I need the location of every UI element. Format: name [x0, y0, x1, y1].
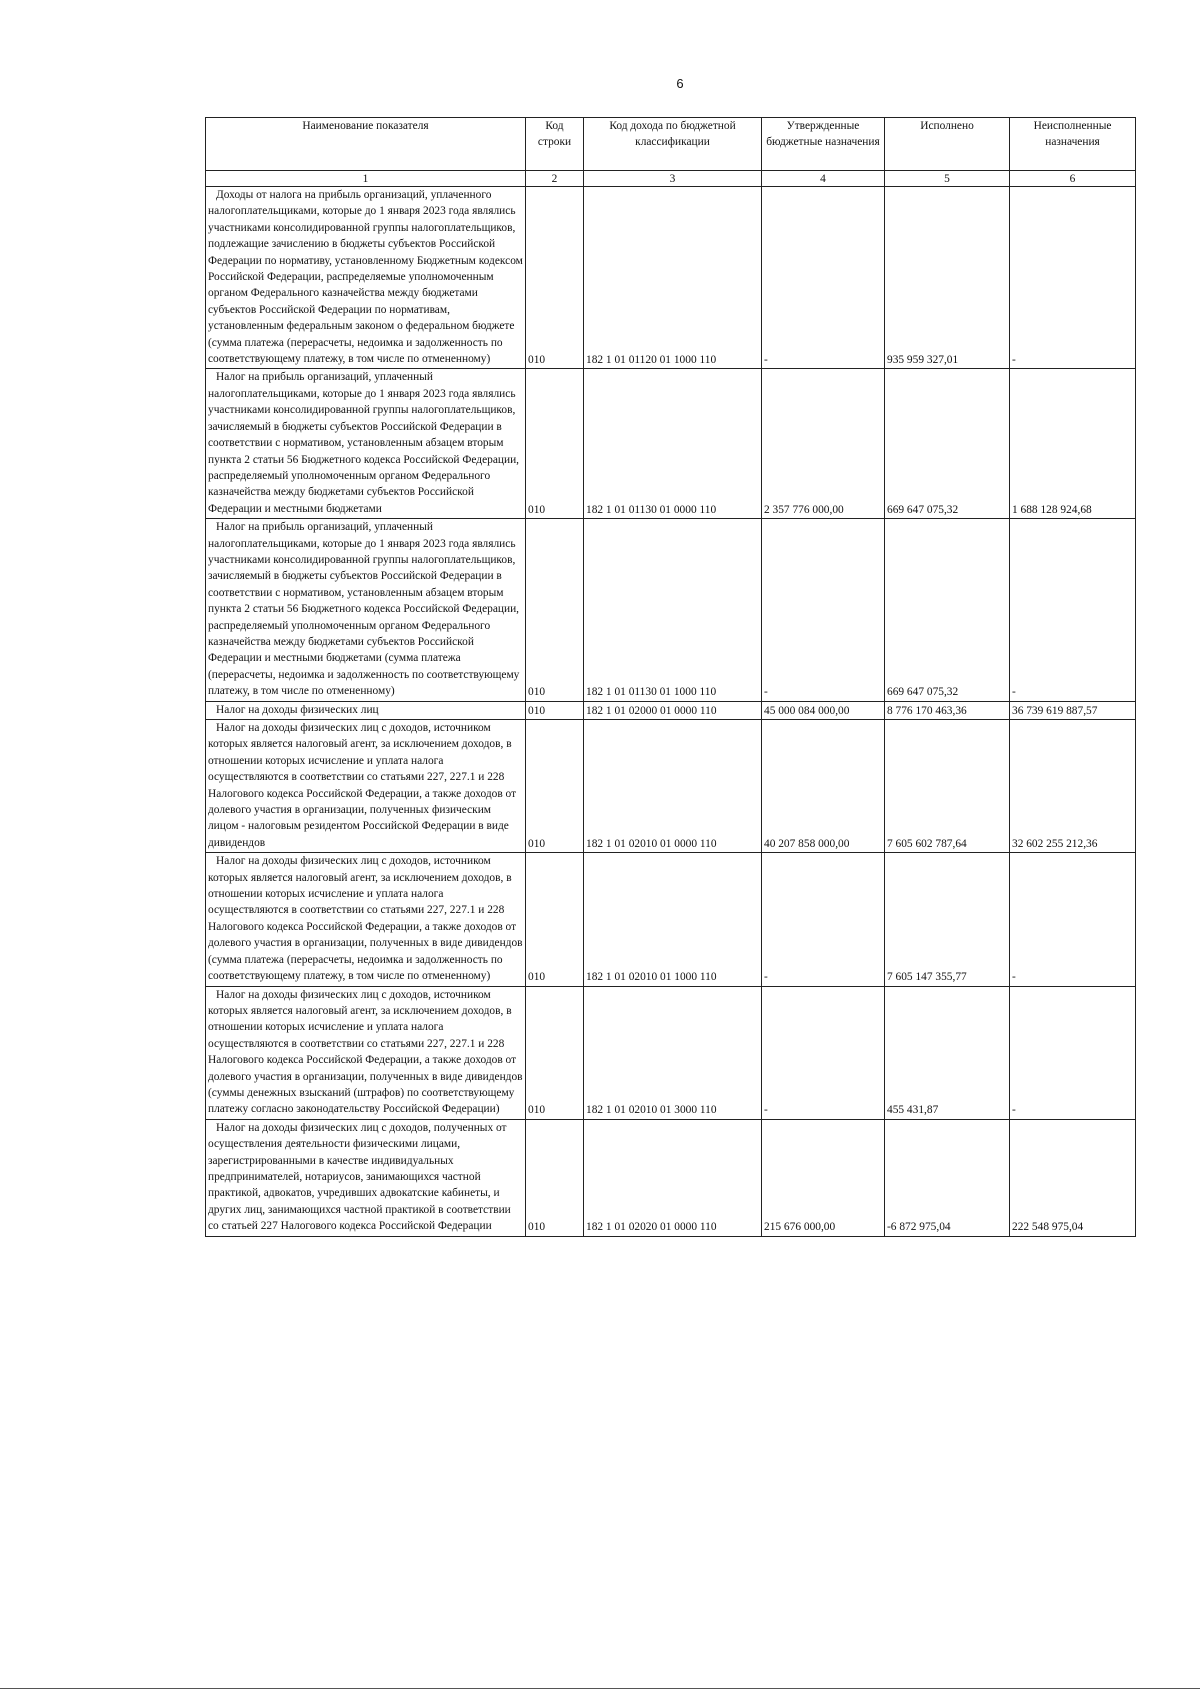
line-code: 010: [526, 720, 584, 853]
executed-amount: 7 605 147 355,77: [885, 853, 1010, 986]
scan-edge-line: [0, 1688, 1200, 1689]
column-number-row: [206, 171, 1136, 187]
line-code: 010: [526, 1119, 584, 1236]
executed-amount: -6 872 975,04: [885, 1119, 1010, 1236]
approved-amount: 215 676 000,00: [762, 1119, 885, 1236]
approved-amount: 2 357 776 000,00: [762, 369, 885, 519]
income-code: 182 1 01 01130 01 1000 110: [584, 519, 762, 701]
executed-amount: 8 776 170 463,36: [885, 701, 1010, 719]
header-approved: Утвержденные бюджетные назначения: [762, 118, 885, 171]
approved-amount: 40 207 858 000,00: [762, 720, 885, 853]
approved-amount: -: [762, 986, 885, 1119]
line-code: 010: [526, 187, 584, 369]
column-number: 3: [584, 171, 762, 187]
income-code: 182 1 01 01120 01 1000 110: [584, 187, 762, 369]
page-number: 6: [676, 76, 684, 91]
approved-amount: -: [762, 853, 885, 986]
indicator-name: Налог на доходы физических лиц с доходов, источником которых является налоговый агент, за исключением доходов, в отношении которых исчисление и уплата налога осуществляются в соответствии со статьями 227, 227.1 и 228 Налогового кодекса Российской Федерации, а также доходов от долевого участия в организации, полученных физическим лицом - налоговым резидентом Российской Федерации в виде дивидендов: [206, 720, 526, 853]
unexecuted-amount: 1 688 128 924,68: [1010, 369, 1136, 519]
executed-amount: 669 647 075,32: [885, 369, 1010, 519]
column-number: 6: [1010, 171, 1136, 187]
column-number: 5: [885, 171, 1010, 187]
header-indicator-name: Наименование показателя: [206, 118, 526, 171]
indicator-name: Налог на прибыль организаций, уплаченный налогоплательщиками, которые до 1 января 2023 года являлись участниками консолидированной группы налогоплательщиков, зачисляемый в бюджеты субъектов Российской Федерации в соответствии с нормативом, установленным абзацем вторым пункта 2 статьи 56 Бюджетного кодекса Российской Федерации, распределяемый уполномоченным органом Федерального казначейства между бюджетами субъектов Российской Федерации и местными бюджетами (сумма платежа (перерасчеты, недоимка и задолженность по соответствующему платежу, в том числе по отмененному): [206, 519, 526, 701]
income-code: 182 1 01 02010 01 3000 110: [584, 986, 762, 1119]
header-line-code: Код строки: [526, 118, 584, 171]
table-row: [206, 720, 1136, 853]
indicator-name: Доходы от налога на прибыль организаций, уплаченного налогоплательщиками, которые до 1 января 2023 года являлись участниками консолидированной группы налогоплательщиков, подлежащие зачислению в бюджеты субъектов Российской Федерации по нормативу, установленному Бюджетным кодексом Российской Федерации, распределяемые уполномоченным органом Федерального казначейства между бюджетами субъектов Российской Федерации по нормативам, установленным федеральным законом о федеральном бюджете (сумма платежа (перерасчеты, недоимка и задолженность по соответствующему платежу, в том числе по отмененному): [206, 187, 526, 369]
unexecuted-amount: -: [1010, 986, 1136, 1119]
column-number: 4: [762, 171, 885, 187]
executed-amount: 669 647 075,32: [885, 519, 1010, 701]
indicator-name: Налог на прибыль организаций, уплаченный налогоплательщиками, которые до 1 января 2023 года являлись участниками консолидированной группы налогоплательщиков, зачисляемый в бюджеты субъектов Российской Федерации в соответствии с нормативом, установленным абзацем вторым пункта 2 статьи 56 Бюджетного кодекса Российской Федерации, распределяемый уполномоченным органом Федерального казначейства между бюджетами субъектов Российской Федерации и местными бюджетами: [206, 369, 526, 519]
unexecuted-amount: -: [1010, 853, 1136, 986]
budget-report-table: [205, 117, 1136, 1237]
header-unexecuted: Неисполненные назначения: [1010, 118, 1136, 171]
indicator-name: Налог на доходы физических лиц с доходов, источником которых является налоговый агент, за исключением доходов, в отношении которых исчисление и уплата налога осуществляются в соответствии со статьями 227, 227.1 и 228 Налогового кодекса Российской Федерации, а также доходов от долевого участия в организации, полученных в виде дивидендов (сумма платежа (перерасчеты, недоимка и задолженность по соответствующему платежу, в том числе по отмененному): [206, 853, 526, 986]
table-row: [206, 369, 1136, 519]
indicator-name: Налог на доходы физических лиц: [206, 701, 526, 719]
header-income-code: Код дохода по бюджетной классификации: [584, 118, 762, 171]
table-row: [206, 519, 1136, 701]
table-row: [206, 1119, 1136, 1236]
income-code: 182 1 01 02010 01 0000 110: [584, 720, 762, 853]
income-code: 182 1 01 02010 01 1000 110: [584, 853, 762, 986]
line-code: 010: [526, 369, 584, 519]
unexecuted-amount: -: [1010, 519, 1136, 701]
approved-amount: -: [762, 187, 885, 369]
unexecuted-amount: 36 739 619 887,57: [1010, 701, 1136, 719]
income-code: 182 1 01 01130 01 0000 110: [584, 369, 762, 519]
header-executed: Исполнено: [885, 118, 1010, 171]
approved-amount: 45 000 084 000,00: [762, 701, 885, 719]
table-row: [206, 986, 1136, 1119]
income-code: 182 1 01 02000 01 0000 110: [584, 701, 762, 719]
column-number: 2: [526, 171, 584, 187]
table-row: [206, 853, 1136, 986]
line-code: 010: [526, 986, 584, 1119]
unexecuted-amount: -: [1010, 187, 1136, 369]
approved-amount: -: [762, 519, 885, 701]
executed-amount: 7 605 602 787,64: [885, 720, 1010, 853]
executed-amount: 455 431,87: [885, 986, 1010, 1119]
line-code: 010: [526, 701, 584, 719]
column-number: 1: [206, 171, 526, 187]
header-row: [206, 118, 1136, 171]
unexecuted-amount: 32 602 255 212,36: [1010, 720, 1136, 853]
table-row: [206, 187, 1136, 369]
indicator-name: Налог на доходы физических лиц с доходов, источником которых является налоговый агент, за исключением доходов, в отношении которых исчисление и уплата налога осуществляются в соответствии со статьями 227, 227.1 и 228 Налогового кодекса Российской Федерации, а также доходов от долевого участия в организации, полученных в виде дивидендов (суммы денежных взысканий (штрафов) по соответствующему платежу согласно законодательству Российской Федерации): [206, 986, 526, 1119]
executed-amount: 935 959 327,01: [885, 187, 1010, 369]
income-code: 182 1 01 02020 01 0000 110: [584, 1119, 762, 1236]
table-row: [206, 701, 1136, 719]
line-code: 010: [526, 519, 584, 701]
line-code: 010: [526, 853, 584, 986]
unexecuted-amount: 222 548 975,04: [1010, 1119, 1136, 1236]
indicator-name: Налог на доходы физических лиц с доходов, полученных от осуществления деятельности физическими лицами, зарегистрированными в качестве индивидуальных предпринимателей, нотариусов, занимающихся частной практикой, адвокатов, учредивших адвокатские кабинеты, и других лиц, занимающихся частной практикой в соответствии со статьей 227 Налогового кодекса Российской Федерации: [206, 1119, 526, 1236]
